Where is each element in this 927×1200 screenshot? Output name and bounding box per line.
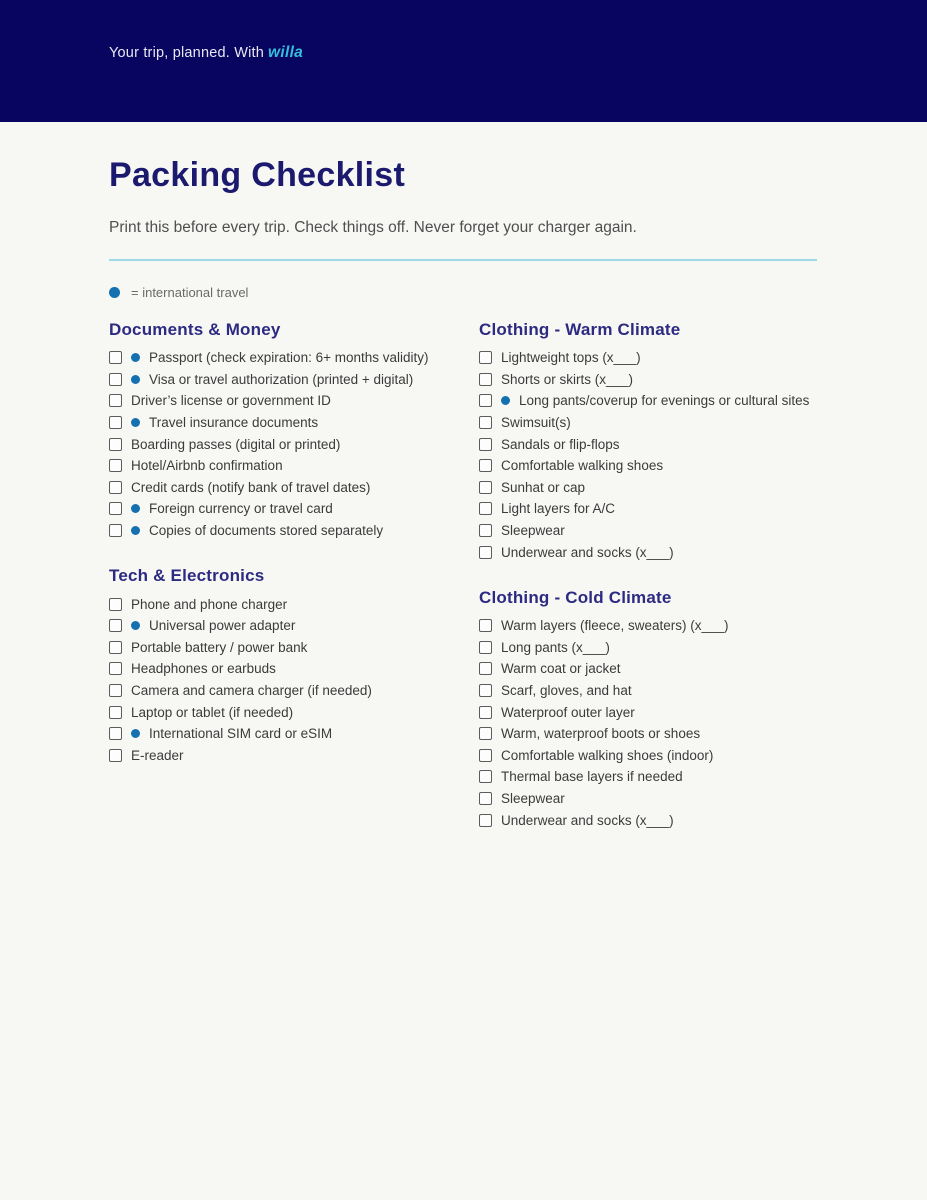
item-checkbox[interactable] xyxy=(479,792,492,805)
item-checkbox[interactable] xyxy=(109,684,122,697)
item-label: Phone and phone charger xyxy=(131,596,288,612)
section-title: Clothing - Warm Climate xyxy=(479,320,681,339)
item-label: Sleepwear xyxy=(501,790,565,806)
checklist-item xyxy=(109,498,479,520)
section-title: Tech & Electronics xyxy=(109,566,265,586)
checklist-item xyxy=(479,433,817,455)
item-label: Waterproof outer layer xyxy=(501,704,635,720)
item-label: Warm layers (fleece, sweaters) (x___) xyxy=(501,618,729,634)
checklist-item xyxy=(479,347,817,369)
checklist-item xyxy=(109,723,479,745)
item-label: Driver’s license or government ID xyxy=(131,393,331,409)
item-checkbox[interactable] xyxy=(109,351,122,364)
checklist-item xyxy=(109,745,479,767)
item-checkbox[interactable] xyxy=(109,502,122,515)
item-label: Shorts or skirts (x___) xyxy=(501,371,634,387)
section-title: Clothing - Cold Climate xyxy=(479,587,672,607)
item-label: Underwear and socks (x___) xyxy=(501,544,674,560)
header-tagline: Your trip, planned. With xyxy=(109,45,264,61)
item-label: Copies of documents stored separately xyxy=(149,523,384,539)
item-checkbox[interactable] xyxy=(479,524,492,537)
checklist-item xyxy=(109,369,479,391)
item-checkbox[interactable] xyxy=(479,684,492,697)
checklist-section xyxy=(479,588,817,831)
checklist-section xyxy=(479,320,817,563)
item-checkbox[interactable] xyxy=(479,619,492,632)
item-label: Swimsuit(s) xyxy=(501,415,571,431)
checklist-item xyxy=(109,455,479,477)
item-checkbox[interactable] xyxy=(479,459,492,472)
item-label: Headphones or earbuds xyxy=(131,661,276,677)
international-travel-dot-icon xyxy=(131,729,140,738)
checklist-item xyxy=(109,390,479,412)
item-checkbox[interactable] xyxy=(479,814,492,827)
item-checkbox[interactable] xyxy=(109,706,122,719)
item-label: Foreign currency or travel card xyxy=(149,501,333,517)
checklist-item xyxy=(479,788,817,810)
item-checkbox[interactable] xyxy=(479,546,492,559)
page-subtitle: Print this before every trip. Check things off. Never forget your charger again. xyxy=(109,219,637,236)
checklist-item xyxy=(109,477,479,499)
item-label: Underwear and socks (x___) xyxy=(501,812,674,828)
international-travel-dot-icon xyxy=(131,504,140,513)
international-travel-dot-icon xyxy=(131,621,140,630)
item-label: Thermal base layers if needed xyxy=(501,769,683,785)
item-label: Travel insurance documents xyxy=(149,415,319,431)
item-checkbox[interactable] xyxy=(109,481,122,494)
item-checkbox[interactable] xyxy=(479,770,492,783)
item-checkbox[interactable] xyxy=(479,351,492,364)
item-label: Long pants/coverup for evenings or cultural sites xyxy=(519,393,810,409)
item-checkbox[interactable] xyxy=(479,706,492,719)
item-label: Hotel/Airbnb confirmation xyxy=(131,458,283,474)
site-header xyxy=(0,0,927,122)
item-checkbox[interactable] xyxy=(479,373,492,386)
checklist-item xyxy=(479,701,817,723)
checklist-item xyxy=(109,701,479,723)
item-checkbox[interactable] xyxy=(109,373,122,386)
checklist-section xyxy=(109,566,479,766)
item-checkbox[interactable] xyxy=(479,749,492,762)
item-checkbox[interactable] xyxy=(479,416,492,429)
checklist-item xyxy=(479,477,817,499)
page-content xyxy=(0,122,927,856)
checklist-item xyxy=(479,766,817,788)
checklist-item xyxy=(109,658,479,680)
item-checkbox[interactable] xyxy=(479,641,492,654)
international-travel-dot-icon xyxy=(131,526,140,535)
item-checkbox[interactable] xyxy=(479,438,492,451)
item-label: International SIM card or eSIM xyxy=(149,726,333,742)
item-label: Portable battery / power bank xyxy=(131,639,308,655)
checklist-item xyxy=(109,412,479,434)
item-checkbox[interactable] xyxy=(109,416,122,429)
checklist-item xyxy=(479,520,817,542)
item-label: E-reader xyxy=(131,747,184,763)
item-label: Light layers for A/C xyxy=(501,501,616,517)
item-checkbox[interactable] xyxy=(109,641,122,654)
checklist-item xyxy=(479,745,817,767)
item-checkbox[interactable] xyxy=(479,502,492,515)
checklist-item xyxy=(479,369,817,391)
checklist-section xyxy=(109,320,479,541)
item-checkbox[interactable] xyxy=(109,749,122,762)
checklist-item xyxy=(479,412,817,434)
item-label: Sleepwear xyxy=(501,523,565,539)
checklist-column-right xyxy=(479,320,817,856)
item-checkbox[interactable] xyxy=(479,394,492,407)
checklist-item xyxy=(109,637,479,659)
international-travel-dot-icon xyxy=(131,375,140,384)
item-checkbox[interactable] xyxy=(109,524,122,537)
page-title: Packing Checklist xyxy=(109,156,406,194)
checklist-item xyxy=(479,809,817,831)
section-title: Documents & Money xyxy=(109,320,281,339)
item-checkbox[interactable] xyxy=(479,727,492,740)
item-checkbox[interactable] xyxy=(109,459,122,472)
item-label: Passport (check expiration: 6+ months validity) xyxy=(149,350,429,366)
checklist-item xyxy=(109,615,479,637)
item-label: Camera and camera charger (if needed) xyxy=(131,683,372,699)
checklist-column-left xyxy=(109,320,479,856)
checklist-item xyxy=(109,680,479,702)
legend-label: = international travel xyxy=(131,285,249,300)
item-checkbox[interactable] xyxy=(109,662,122,675)
checklist-item xyxy=(109,520,479,542)
checklist-item xyxy=(479,637,817,659)
checklist-item xyxy=(479,541,817,563)
checklist-item xyxy=(479,455,817,477)
item-label: Comfortable walking shoes xyxy=(501,458,664,474)
checklist-item xyxy=(479,658,817,680)
item-label: Sunhat or cap xyxy=(501,479,586,495)
item-checkbox[interactable] xyxy=(479,662,492,675)
checklist-item xyxy=(479,390,817,412)
item-checkbox[interactable] xyxy=(109,394,122,407)
divider xyxy=(109,259,817,261)
item-label: Scarf, gloves, and hat xyxy=(501,683,632,699)
international-travel-dot-icon xyxy=(109,287,120,298)
item-label: Laptop or tablet (if needed) xyxy=(131,704,294,720)
checklist-item xyxy=(479,723,817,745)
item-checkbox[interactable] xyxy=(479,481,492,494)
item-label: Warm coat or jacket xyxy=(501,661,621,677)
item-label: Visa or travel authorization (printed + digital) xyxy=(149,371,414,387)
legend xyxy=(109,285,817,300)
item-label: Boarding passes (digital or printed) xyxy=(131,436,341,452)
checklist-item xyxy=(479,615,817,637)
checklist-columns xyxy=(109,320,817,856)
checklist-item xyxy=(109,347,479,369)
item-checkbox[interactable] xyxy=(109,438,122,451)
item-label: Lightweight tops (x___) xyxy=(501,350,641,366)
checklist-item xyxy=(109,593,479,615)
item-label: Universal power adapter xyxy=(149,618,296,634)
item-label: Credit cards (notify bank of travel dates) xyxy=(131,479,371,495)
item-label: Warm, waterproof boots or shoes xyxy=(501,726,701,742)
checklist-item xyxy=(479,680,817,702)
international-travel-dot-icon xyxy=(131,353,140,362)
item-checkbox[interactable] xyxy=(109,727,122,740)
checklist-item xyxy=(109,433,479,455)
item-checkbox[interactable] xyxy=(109,619,122,632)
brand-logo: willa xyxy=(268,44,304,61)
item-label: Comfortable walking shoes (indoor) xyxy=(501,747,714,763)
international-travel-dot-icon xyxy=(501,396,510,405)
item-label: Sandals or flip-flops xyxy=(501,436,620,452)
item-label: Long pants (x___) xyxy=(501,639,610,655)
item-checkbox[interactable] xyxy=(109,598,122,611)
checklist-item xyxy=(479,498,817,520)
international-travel-dot-icon xyxy=(131,418,140,427)
